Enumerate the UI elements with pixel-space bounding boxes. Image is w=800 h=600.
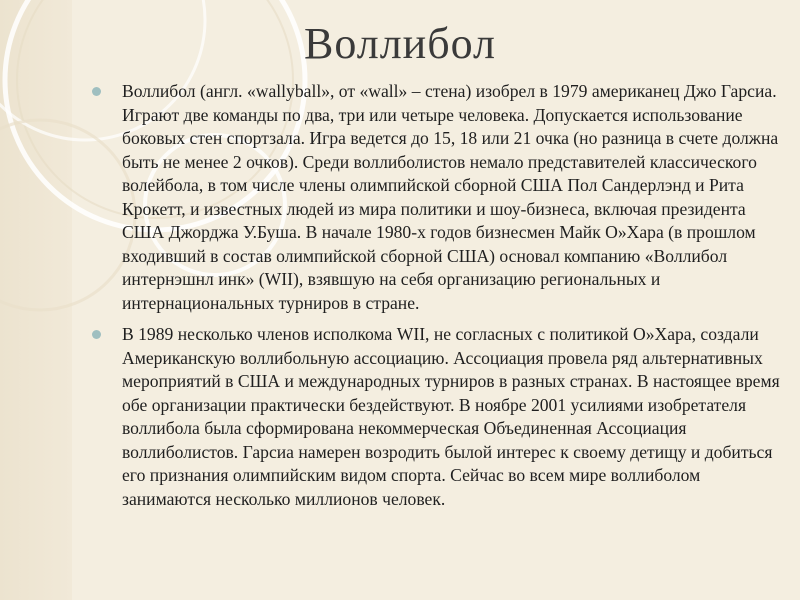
bullet-list bbox=[92, 80, 782, 519]
slide-title: Воллибол bbox=[304, 19, 496, 68]
bullet-text: В 1989 несколько членов исполкома WII, не согласных с политикой О»Хара, создали Американскую воллибольную ассоциацию. Ассоциация провела ряд альтернативных мероприятий в США и международных турниров в разных странах. В настоящее время обе организации практически бездействуют. В ноябре 2001 усилиями изобретателя воллибола была сформирована некоммерческая Объединенная Ассоциация воллиболистов. Гарсиа намерен возродить былой интерес к своему детищу и добиться его признания олимпийским видом спорта. Сейчас во всем мире воллиболом занимаются несколько миллионов человек. bbox=[122, 324, 780, 509]
bullet-text: Воллибол (англ. «wallyball», от «wall» – стена) изобрел в 1979 американец Джо Гарсиа. Играют две команды по два, три или четыре человека. Допускается использование боковых стен спортзала. Игра ведется до 15, 18 или 21 очка (но разница в счете должна быть не менее 2 очков). Среди воллиболистов немало представителей классического волейбола, в том числе члены олимпийской сборной США Пол Сандерлэнд и Рита Крокетт, и известных людей из мира политики и шоу-бизнеса, включая президента США Джорджа У.Буша. В начале 1980-х годов бизнесмен Майк О»Хара (в прошлом входивший в состав олимпийской сборной США) основал компанию «Воллибол интернэшнл инк» (WII), взявшую на себя организацию региональных и интернациональных турниров в стране. bbox=[122, 81, 779, 313]
bullet-item bbox=[92, 323, 782, 511]
bullet-dot-icon bbox=[92, 330, 101, 339]
bullet-dot-icon bbox=[92, 87, 101, 96]
left-decorative-band bbox=[0, 0, 72, 600]
bullet-item bbox=[92, 80, 782, 315]
